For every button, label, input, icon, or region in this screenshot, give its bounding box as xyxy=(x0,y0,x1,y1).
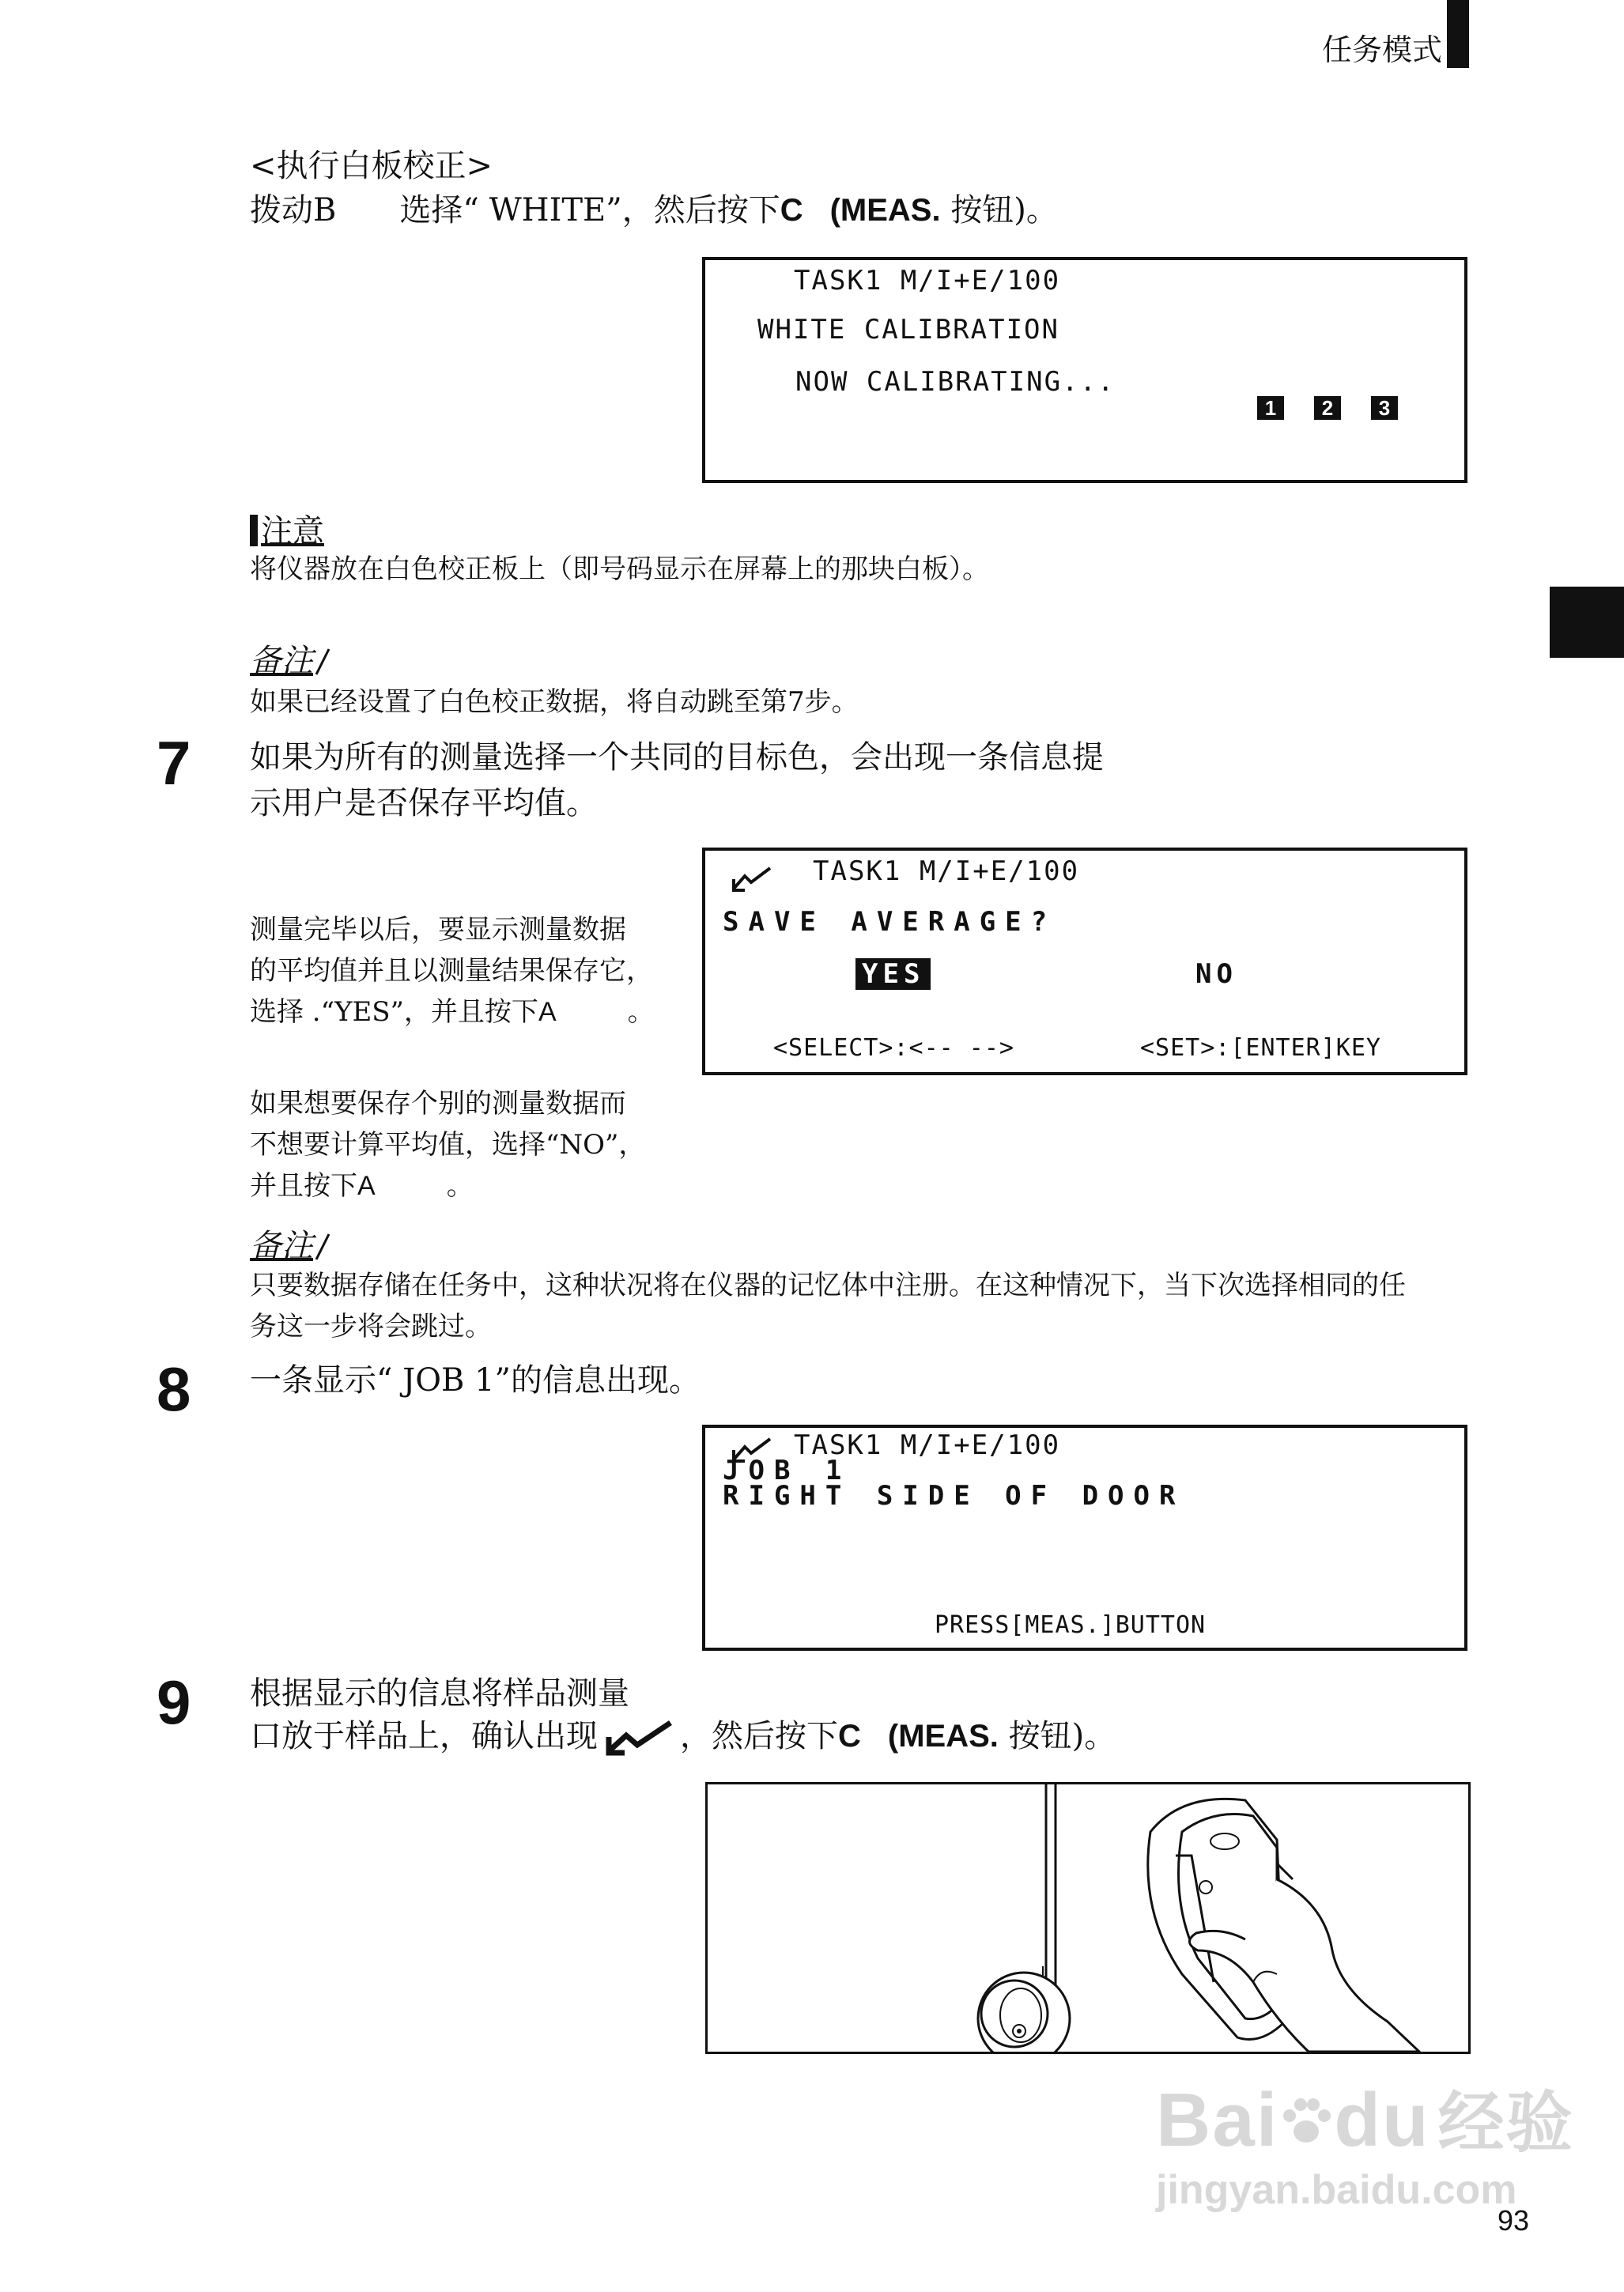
paw-icon xyxy=(1278,2094,1334,2149)
caution-heading xyxy=(250,512,324,550)
meas-button-text: 按钮) xyxy=(1008,1718,1085,1754)
lcd-footer-press-meas: PRESS[MEAS.]BUTTON xyxy=(935,1611,1207,1639)
instruction-pre: 拨动B xyxy=(250,192,337,228)
page-number: 93 xyxy=(1497,2204,1530,2237)
lcd-white-calibration: WHITE CALIBRATION xyxy=(757,314,1059,345)
badge-1: 1 xyxy=(1257,396,1284,420)
lcd-footer-set: <SET>:[ENTER]KEY xyxy=(1140,1034,1381,1062)
yes-line-3-end: 。 xyxy=(627,996,655,1028)
lcd-option-no[interactable]: NO xyxy=(1195,958,1237,990)
watermark-brand-2: du xyxy=(1334,2078,1430,2162)
watermark-cn: 经验 xyxy=(1437,2083,1574,2162)
section-marker-bar xyxy=(1447,0,1469,68)
step-9-line-2 xyxy=(250,1714,1116,1758)
lcd-task-line: TASK1 M/I+E/100 xyxy=(794,265,1061,296)
no-line-3 xyxy=(250,1165,677,1206)
key-a: A xyxy=(357,1171,376,1201)
yes-line-3-pre: 选择 .“YES”，并且按下 xyxy=(250,996,538,1028)
lcd-save-average: SAVE AVERAGE? xyxy=(723,906,1057,938)
baidu-watermark-logo xyxy=(1156,2070,1574,2166)
step-number-7: 7 xyxy=(157,728,191,798)
caution-marker-icon xyxy=(250,515,258,546)
lcd-badge-group xyxy=(1227,396,1398,420)
step-9-line-1: 根据显示的信息将样品测量 xyxy=(250,1675,629,1712)
instruction-line xyxy=(250,188,1058,232)
yes-line-1: 测量完毕以后，要显示测量数据 xyxy=(250,914,626,946)
door-knob-icon xyxy=(978,1973,1070,2052)
remark-2-line-2: 务这一步将会跳过。 xyxy=(250,1311,492,1342)
remark-heading-2 xyxy=(250,1227,330,1265)
instruction-mid: 选择“ WHITE”，然后按下 xyxy=(399,192,780,228)
period: 。 xyxy=(1025,192,1058,228)
no-line-1: 如果想要保存个别的测量数据而 xyxy=(250,1088,626,1120)
badge-3: 3 xyxy=(1371,396,1398,420)
lcd-now-calibrating: NOW CALIBRATING... xyxy=(795,366,1116,398)
no-line-3-pre: 并且按下 xyxy=(250,1170,357,1202)
lcd-option-yes-selected[interactable]: YES xyxy=(855,958,931,990)
lcd-screen-save-average xyxy=(702,848,1467,1075)
lcd-task-line: TASK1 M/I+E/100 xyxy=(794,1429,1061,1461)
badge-2: 2 xyxy=(1314,396,1341,420)
remark-slash-icon xyxy=(313,1231,330,1263)
lcd-screen-job xyxy=(702,1425,1467,1651)
step-9-line-2-pre: 口放于样品上，确认出现 xyxy=(250,1718,598,1754)
key-c: C xyxy=(780,193,803,228)
lcd-footer-select: <SELECT>:<-- --> xyxy=(773,1034,1014,1062)
no-line-2: 不想要计算平均值，选择“NO”， xyxy=(250,1129,646,1161)
step-7-no-instructions xyxy=(250,1083,677,1206)
period: 。 xyxy=(1084,1718,1116,1754)
measure-check-icon xyxy=(731,865,773,893)
lcd-screen-white-calibration xyxy=(702,257,1467,483)
step-9-line-2-post: ，然后按下 xyxy=(680,1718,838,1754)
remark-2-line-1: 只要数据存储在任务中，这种状况将在仪器的记忆体中注册。在这种情况下，当下次选择相同的任 xyxy=(250,1270,1406,1301)
key-a: A xyxy=(538,997,557,1027)
remark-heading-1 xyxy=(250,642,330,680)
measurement-illustration xyxy=(705,1782,1471,2054)
measure-check-icon xyxy=(602,1720,675,1756)
lcd-job-line: JOB 1 xyxy=(723,1455,852,1486)
side-tab-marker xyxy=(1550,587,1624,658)
step-7-line-1: 如果为所有的测量选择一个共同的目标色，会出现一条信息提 xyxy=(250,739,1104,776)
step-number-8: 8 xyxy=(157,1354,191,1424)
step-7-line-2: 示用户是否保存平均值。 xyxy=(250,785,598,821)
remark-heading-2-text: 备注 xyxy=(250,1228,313,1264)
caution-heading-text: 注意 xyxy=(261,513,324,549)
yes-line-3 xyxy=(250,991,677,1033)
yes-line-2: 的平均值并且以测量结果保存它， xyxy=(250,955,653,987)
no-line-3-end: 。 xyxy=(446,1170,474,1202)
sub-heading: <执行白板校正> xyxy=(250,148,493,184)
watermark-url: jingyan.baidu.com xyxy=(1156,2167,1517,2213)
caution-text: 将仪器放在白色校正板上（即号码显示在屏幕上的那块白板）。 xyxy=(250,553,989,585)
step-8-text: 一条显示“ JOB 1”的信息出现。 xyxy=(250,1362,701,1399)
remark-2-text xyxy=(250,1265,1483,1347)
lcd-job-description: RIGHT SIDE OF DOOR xyxy=(723,1480,1185,1512)
meas-button-text: 按钮) xyxy=(950,192,1026,228)
remark-heading-1-text: 备注 xyxy=(250,643,313,679)
meas-label: (MEAS. xyxy=(887,1719,999,1754)
step-number-9: 9 xyxy=(157,1667,191,1737)
watermark-brand: Bai xyxy=(1156,2078,1279,2162)
remark-1-text: 如果已经设置了白色校正数据，将自动跳至第7步。 xyxy=(250,686,859,718)
door-measurement-drawing xyxy=(708,1784,1468,2052)
remark-slash-icon xyxy=(313,646,330,678)
section-title: 任务模式 xyxy=(1321,32,1442,67)
lcd-task-line: TASK1 M/I+E/100 xyxy=(813,855,1080,887)
step-7-yes-instructions xyxy=(250,909,677,1033)
meas-label: (MEAS. xyxy=(829,193,941,228)
key-c: C xyxy=(838,1719,861,1754)
